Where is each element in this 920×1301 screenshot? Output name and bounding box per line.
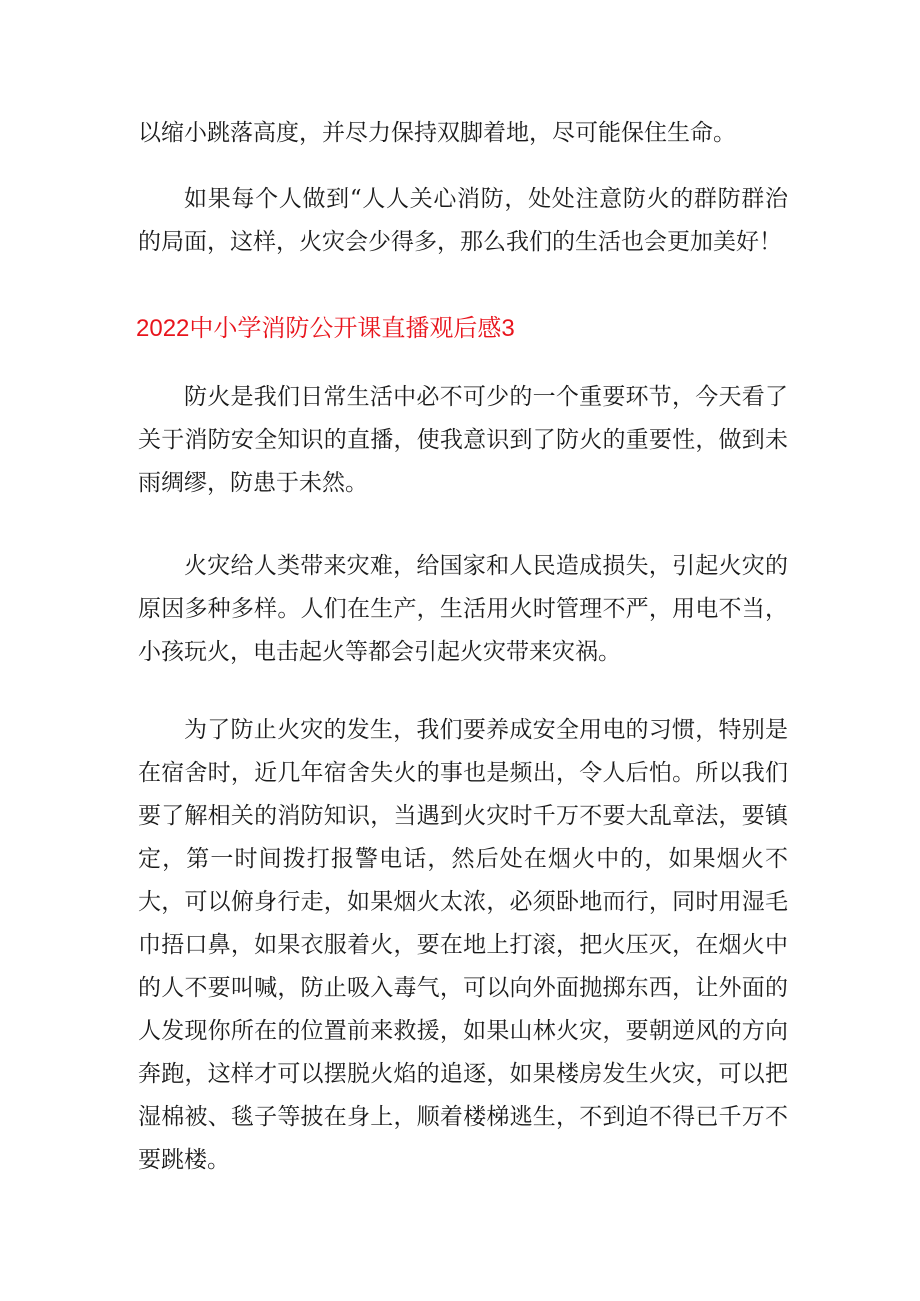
paragraph-intro: 防火是我们日常生活中必不可少的一个重要环节，今天看了关于消防安全知识的直播，使我意识到了防火的重要性，做到未雨绸缪，防患于未然。: [138, 384, 788, 496]
paragraph-safety-tips: 为了防止火灾的发生，我们要养成安全用电的习惯，特别是在宿舍时，近几年宿舍失火的事也是频出，令人后怕。所以我们要了解相关的消防知识，当遇到火灾时千万不要大乱章法，要镇定，第一时间拨打报警电话，然后处在烟火中的，如果烟火不大，可以俯身行走，如果烟火太浓，必须卧地而行，同时用湿毛巾捂口鼻，如果衣服着火，要在地上打滚，把火压灭，在烟火中的人不要叫喊，防止吸入毒气，可以向外面抛掷东西，让外面的人发现你所在的位置前来救援，如果山林火灾，要朝逆风的方向奔跑，这样才可以摆脱火焰的追逐，如果楼房发生火灾，可以把湿棉被、毯子等披在身上，顺着楼梯逃生，不到迫不得已千万不要跳楼。: [138, 717, 788, 1173]
paragraph-closing: 如果每个人做到“人人关心消防，处处注意防火的群防群治的局面，这样，火灾会少得多，那么我们的生活也会更加美好！: [138, 186, 788, 255]
paragraph-continuation: 以缩小跳落高度，并尽力保持双脚着地，尽可能保住生命。: [138, 120, 736, 146]
paragraph-causes: 火灾给人类带来灾难，给国家和人民造成损失，引起火灾的原因多种多样。人们在生产，生活用火时管理不严，用电不当，小孩玩火，电击起火等都会引起火灾带来灾祸。: [138, 553, 788, 665]
section-heading: 2022中小学消防公开课直播观后感3: [136, 315, 515, 342]
